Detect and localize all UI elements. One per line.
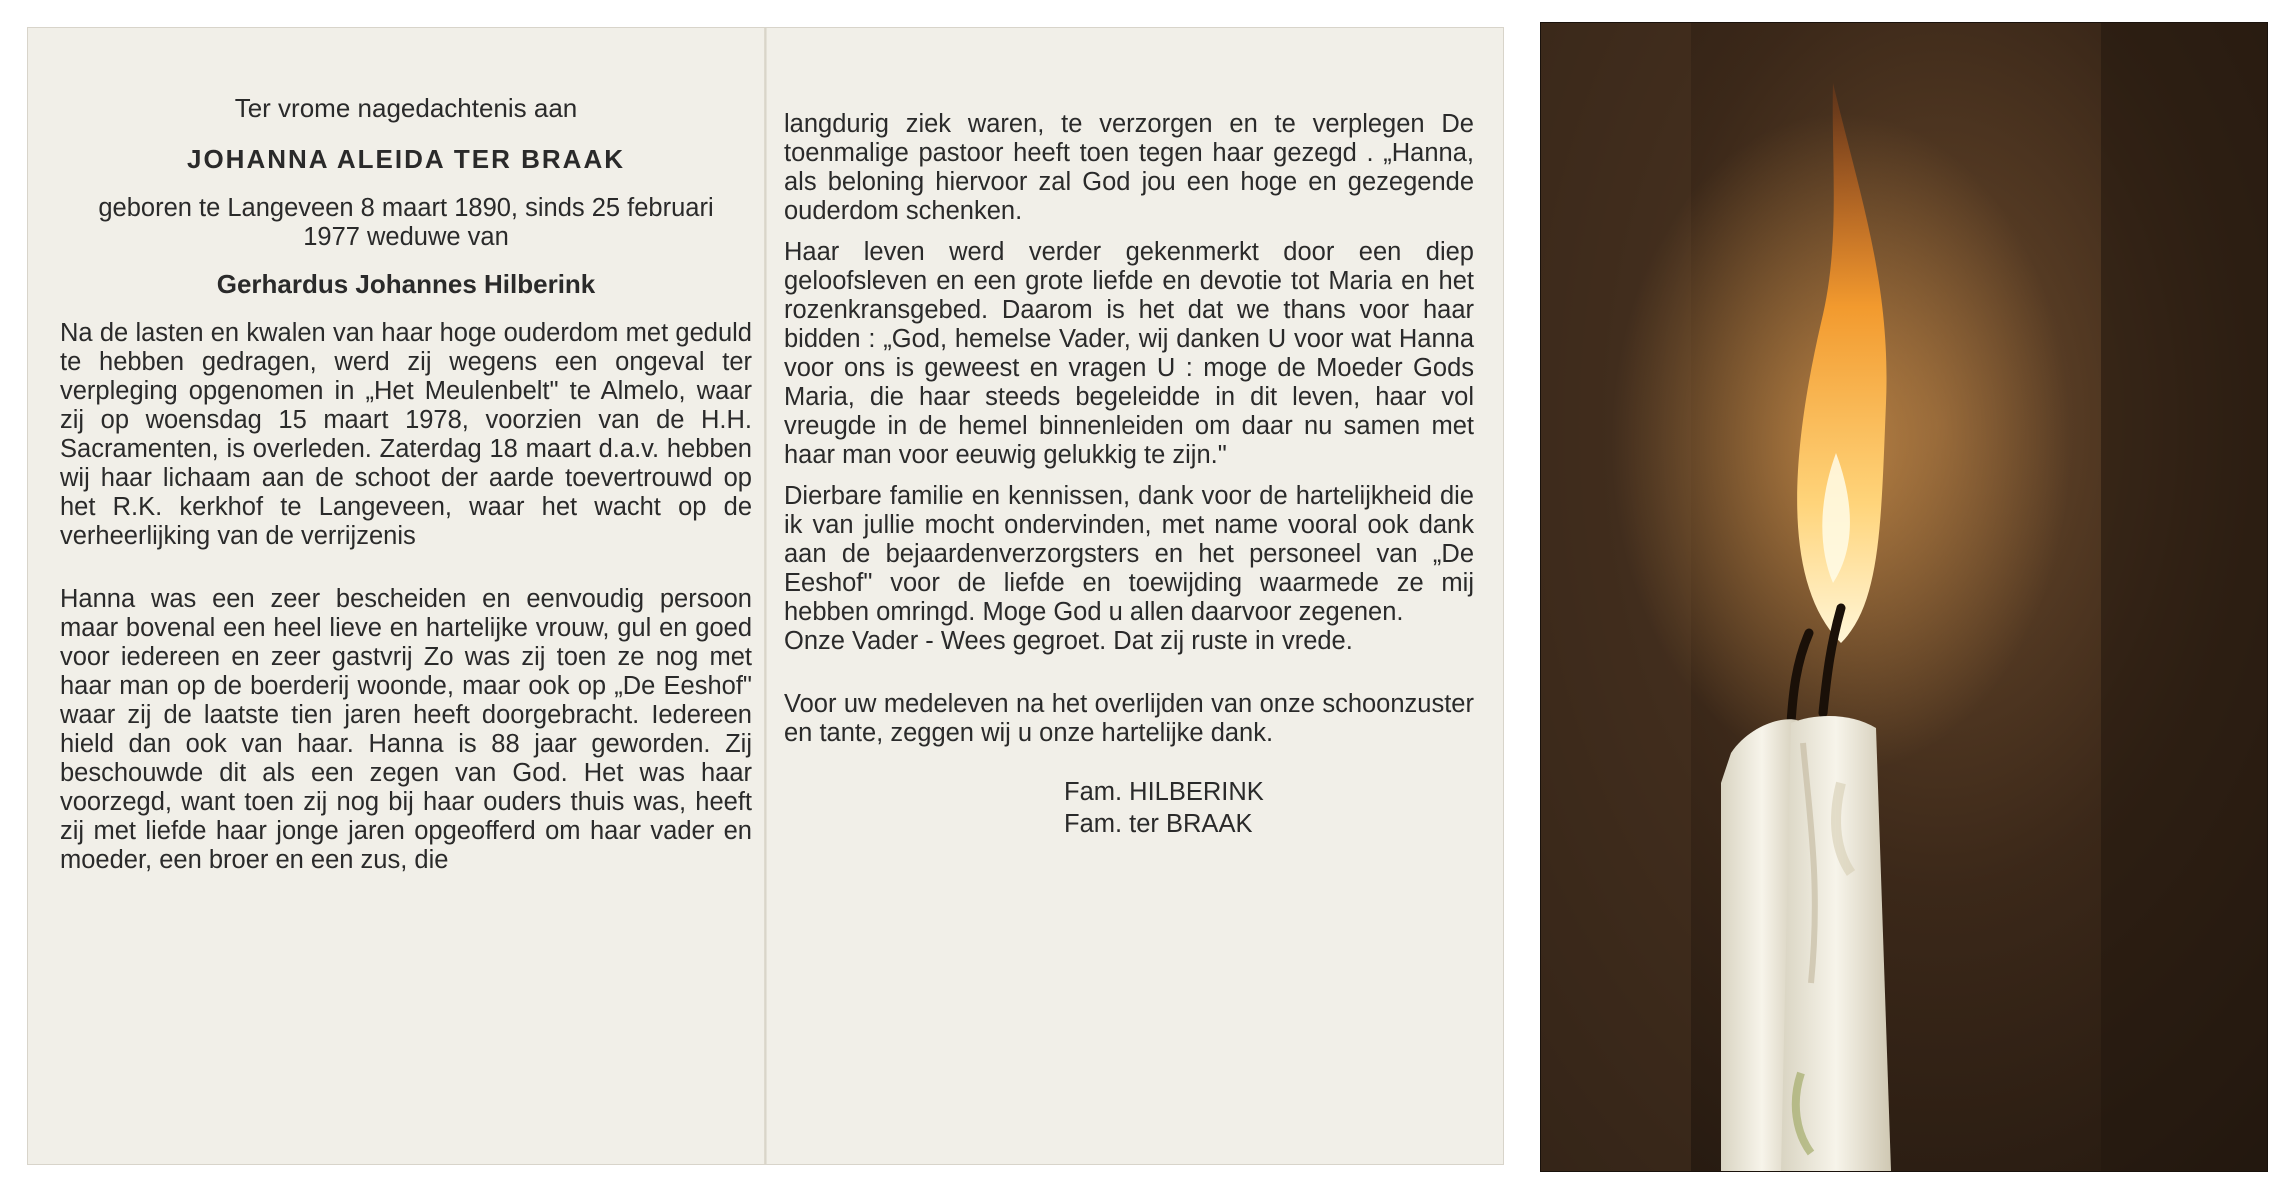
text-paragraph-death: Na de lasten en kwalen van haar hoge ouderdom met geduld te hebben gedragen, werd zij wegens een ongeval ter verpleging opgenomen in „Het Meulenbelt" te Almelo, waar zij op woensdag 15 maart 1978, voorzien van de H.H. Sacramenten, is overleden. Zaterdag 18 maart d.a.v. hebben wij haar lichaam aan de schoot der aarde toevertrouwd op het R.K. kerkhof te Langeveen, waar het wacht op de verheerlijking van de verrijzenis xyxy=(60,319,752,550)
left-page xyxy=(60,28,752,875)
text-paragraph-life: Hanna was een zeer bescheiden en eenvoudig persoon maar bovenal een heel lieve en hartelijke vrouw, gul en goed voor iedereen en zeer gastvrij Zo was zij toen ze nog met haar man op de boerderij woonde, maar ook op „De Eeshof" waar zij de laatste tien jaren heeft doorgebracht. Iedereen hield dan ook van haar. Hanna is 88 jaar geworden. Zij beschouwde dit als een zegen van God. Het was haar voorzegd, want toen zij nog bij haar ouders thuis was, heeft zij met liefde haar jonge jaren opgeofferd om haar vader en moeder, een broer en een zus, die xyxy=(60,585,752,874)
text-paragraph-care: langdurig ziek waren, te verzorgen en te verplegen De toenmalige pastoor heeft toen tegen haar gezegd . „Hanna, als beloning hiervoor zal God jou een hoge en gezegende ouderdom schenken. xyxy=(784,110,1474,225)
signature-block xyxy=(784,776,1474,840)
candle-photo xyxy=(1540,22,2268,1172)
text-paragraph-gratitude: Voor uw medeleven na het overlijden van onze schoonzuster en tante, zeggen wij u onze hartelijke dank. xyxy=(784,690,1474,747)
husband-name: Gerhardus Johannes Hilberink xyxy=(216,269,596,299)
text-paragraph-thanks: Dierbare familie en kennissen, dank voor de hartelijkheid die ik van jullie mocht ondervinden, met name vooral ook dank aan de bejaardenverzorgsters en het personeel van „De Eeshof" voor de liefde en toewijding waarmede ze mij hebben omringd. Moge God u allen daarvoor zegenen. xyxy=(784,482,1474,626)
memorial-card xyxy=(28,28,1503,1164)
card-fold xyxy=(764,28,767,1164)
text-paragraph-faith: Haar leven werd verder gekenmerkt door een diep geloofsleven en een grote liefde en devotie tot Maria en het rozenkransgebed. Daarom is het dat we thans voor haar bidden : „God, hemelse Vader, wij danken U voor wat Hanna voor ons is geweest en vragen U : moge de Moeder Gods Maria, die haar steeds begeleidde in dit leven, haar vol vreugde in de hemel binnenleiden om daar nu samen met haar man voor eeuwig gelukkig te zijn." xyxy=(784,238,1474,469)
signature-ter-braak: Fam. ter BRAAK xyxy=(1064,810,1253,838)
two-candles-icon xyxy=(1541,23,2267,1171)
signature-hilberink: Fam. HILBERINK xyxy=(1064,778,1264,806)
deceased-name: JOHANNA ALEIDA TER BRAAK xyxy=(187,144,625,174)
right-page xyxy=(784,28,1474,840)
text-prayer: Onze Vader - Wees gegroet. Dat zij ruste in vrede. xyxy=(784,627,1353,655)
birth-widow-line: geboren te Langeveen 8 maart 1890, sinds 25 februari 1977 weduwe van xyxy=(98,194,714,251)
memorial-header: Ter vrome nagedachtenis aan xyxy=(234,93,578,123)
